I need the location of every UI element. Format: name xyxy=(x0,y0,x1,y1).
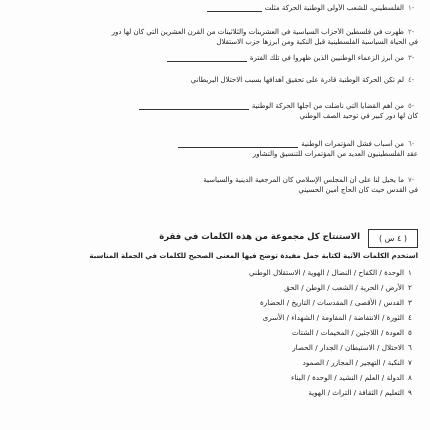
line-8: -٦من أسباب فشل المؤتمرات الوطنية xyxy=(10,140,418,149)
list-item: ٩التعليم / الثقافة / التراث / الهوية xyxy=(308,388,412,397)
question-instruction: استخدم الكلمات الآتية لكتابة جمل مفيدة توضح فيها المعنى الصحيح للكلمات في الجملة المناسبة xyxy=(89,252,418,260)
list-item: ٢الأرض / الحرية / الشعب / الوطن / الحق xyxy=(284,283,412,292)
list-item: ٤الثورة / الانتفاضة / المقاومة / الشهداء / الأسرى xyxy=(262,313,412,322)
list-item: ٥العودة / اللاجئين / المخيمات / الشتات xyxy=(291,328,412,337)
line-7: كان لها دور كبير في توحيد الصف الوطني xyxy=(299,112,418,120)
list-item: ١الوحدة / الكفاح / النضال / الهوية / الاستقلال الوطني xyxy=(248,268,412,277)
line-11: في القدس حيث كان الحاج أمين الحسيني xyxy=(298,186,418,194)
line-6: -٥من أهم القضايا التي ناضلت من أجلها الحركة الوطنية xyxy=(10,102,418,111)
line-10: -٧ما يحيل لنا على أن المجلس الإسلامي كان المرجعية الدينية والسياسية xyxy=(203,176,415,184)
list-item: ٧النكبة / التهجير / المجازر / الصمود xyxy=(302,358,412,367)
line-3: في الحياة السياسية الفلسطينية قبل النكبة ومن أبرزها حزب الاستقلال xyxy=(216,38,418,46)
line-4: -٣من أبرز الزعماء الوطنيين الذين ظهروا في تلك الفترة xyxy=(10,54,418,63)
question-number-box: ( ٤ س ) xyxy=(368,229,418,248)
line-2: -٢ظهرت في فلسطين الأحزاب السياسية في العشرينات والثلاثينات من القرن العشرين التي كان لها دور xyxy=(111,28,415,36)
question-header xyxy=(12,229,418,249)
question-title: الاستنتاج كل مجموعة من هذه الكلمات في فقرة xyxy=(159,232,360,242)
list-item: ٣القدس / الأقصى / المقدسات / التاريخ / الحضارة xyxy=(260,298,412,307)
line-9: عقد الفلسطينيون العديد من المؤتمرات للتنسيق والتشاور xyxy=(252,150,418,158)
list-item: ٦الاحتلال / الاستيطان / الجدار / الحصار xyxy=(292,343,412,352)
line-5: -٤لم تكن الحركة الوطنية قادرة على تحقيق أهدافها بسبب الاحتلال البريطاني xyxy=(190,76,415,84)
list-item: ٨الدولة / العلم / النشيد / الوحدة / البناء xyxy=(291,373,412,382)
line-1: -١الفلسطيني، للشعب الأولى الوطنية الحركة مثلت xyxy=(10,4,418,13)
